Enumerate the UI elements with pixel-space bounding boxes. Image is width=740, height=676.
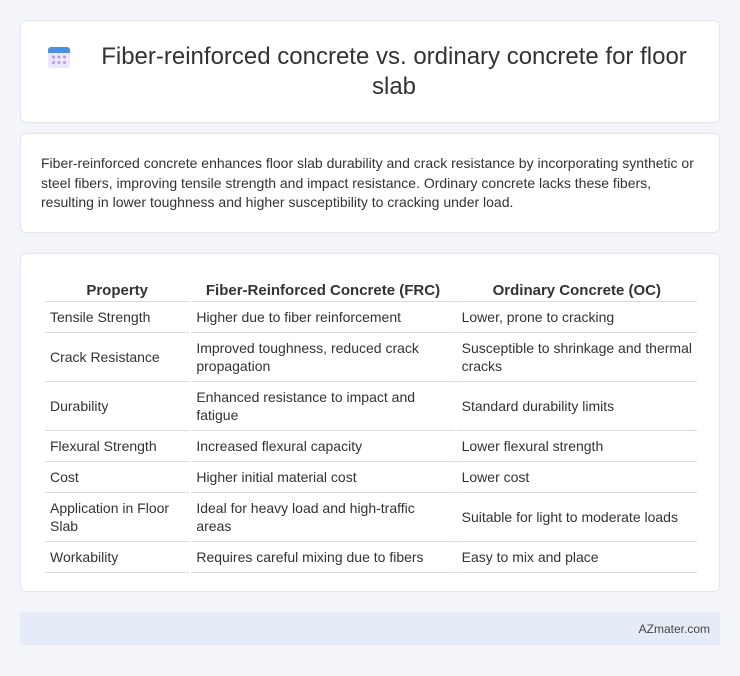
cell-property: Cost xyxy=(45,462,189,493)
table-header-row xyxy=(45,274,697,302)
cell-oc: Easy to mix and place xyxy=(457,542,697,573)
calendar-icon xyxy=(46,44,72,70)
cell-oc: Lower, prone to cracking xyxy=(457,302,697,333)
table-row xyxy=(45,302,697,333)
table-row xyxy=(45,382,697,431)
cell-oc: Suitable for light to moderate loads xyxy=(457,493,697,542)
cell-oc: Lower cost xyxy=(457,462,697,493)
table-row xyxy=(45,333,697,382)
comparison-table xyxy=(43,274,699,573)
cell-property: Flexural Strength xyxy=(45,431,189,462)
title-card xyxy=(20,20,720,123)
table-row xyxy=(45,493,697,542)
summary-text: Fiber-reinforced concrete enhances floor slab durability and crack resistance by incorporating synthetic or steel fibers, improving tensile strength and impact resistance. Ordinary concrete lacks these fibers, resulting in lower toughness and higher susceptibility to cracking under load. xyxy=(41,155,694,210)
cell-frc: Improved toughness, reduced crack propagation xyxy=(191,333,454,382)
cell-frc: Ideal for heavy load and high-traffic areas xyxy=(191,493,454,542)
footer-brand[interactable]: AZmater.com xyxy=(638,621,710,636)
cell-oc: Lower flexural strength xyxy=(457,431,697,462)
cell-frc: Increased flexural capacity xyxy=(191,431,454,462)
footer xyxy=(20,612,720,645)
summary-card xyxy=(20,133,720,233)
title-wrap xyxy=(40,42,700,102)
header-property: Property xyxy=(45,274,189,302)
cell-property: Durability xyxy=(45,382,189,431)
header-frc: Fiber-Reinforced Concrete (FRC) xyxy=(191,274,454,302)
cell-oc: Standard durability limits xyxy=(457,382,697,431)
cell-frc: Enhanced resistance to impact and fatigue xyxy=(191,382,454,431)
cell-property: Workability xyxy=(45,542,189,573)
cell-oc: Susceptible to shrinkage and thermal cracks xyxy=(457,333,697,382)
cell-property: Crack Resistance xyxy=(45,333,189,382)
page-title: Fiber-reinforced concrete vs. ordinary concrete for floor slab xyxy=(101,42,687,100)
cell-property: Tensile Strength xyxy=(45,302,189,333)
comparison-table-card xyxy=(20,253,720,592)
cell-frc: Higher initial material cost xyxy=(191,462,454,493)
table-row xyxy=(45,462,697,493)
cell-frc: Higher due to fiber reinforcement xyxy=(191,302,454,333)
cell-property: Application in Floor Slab xyxy=(45,493,189,542)
table-row xyxy=(45,542,697,573)
header-oc: Ordinary Concrete (OC) xyxy=(457,274,697,302)
table-row xyxy=(45,431,697,462)
cell-frc: Requires careful mixing due to fibers xyxy=(191,542,454,573)
